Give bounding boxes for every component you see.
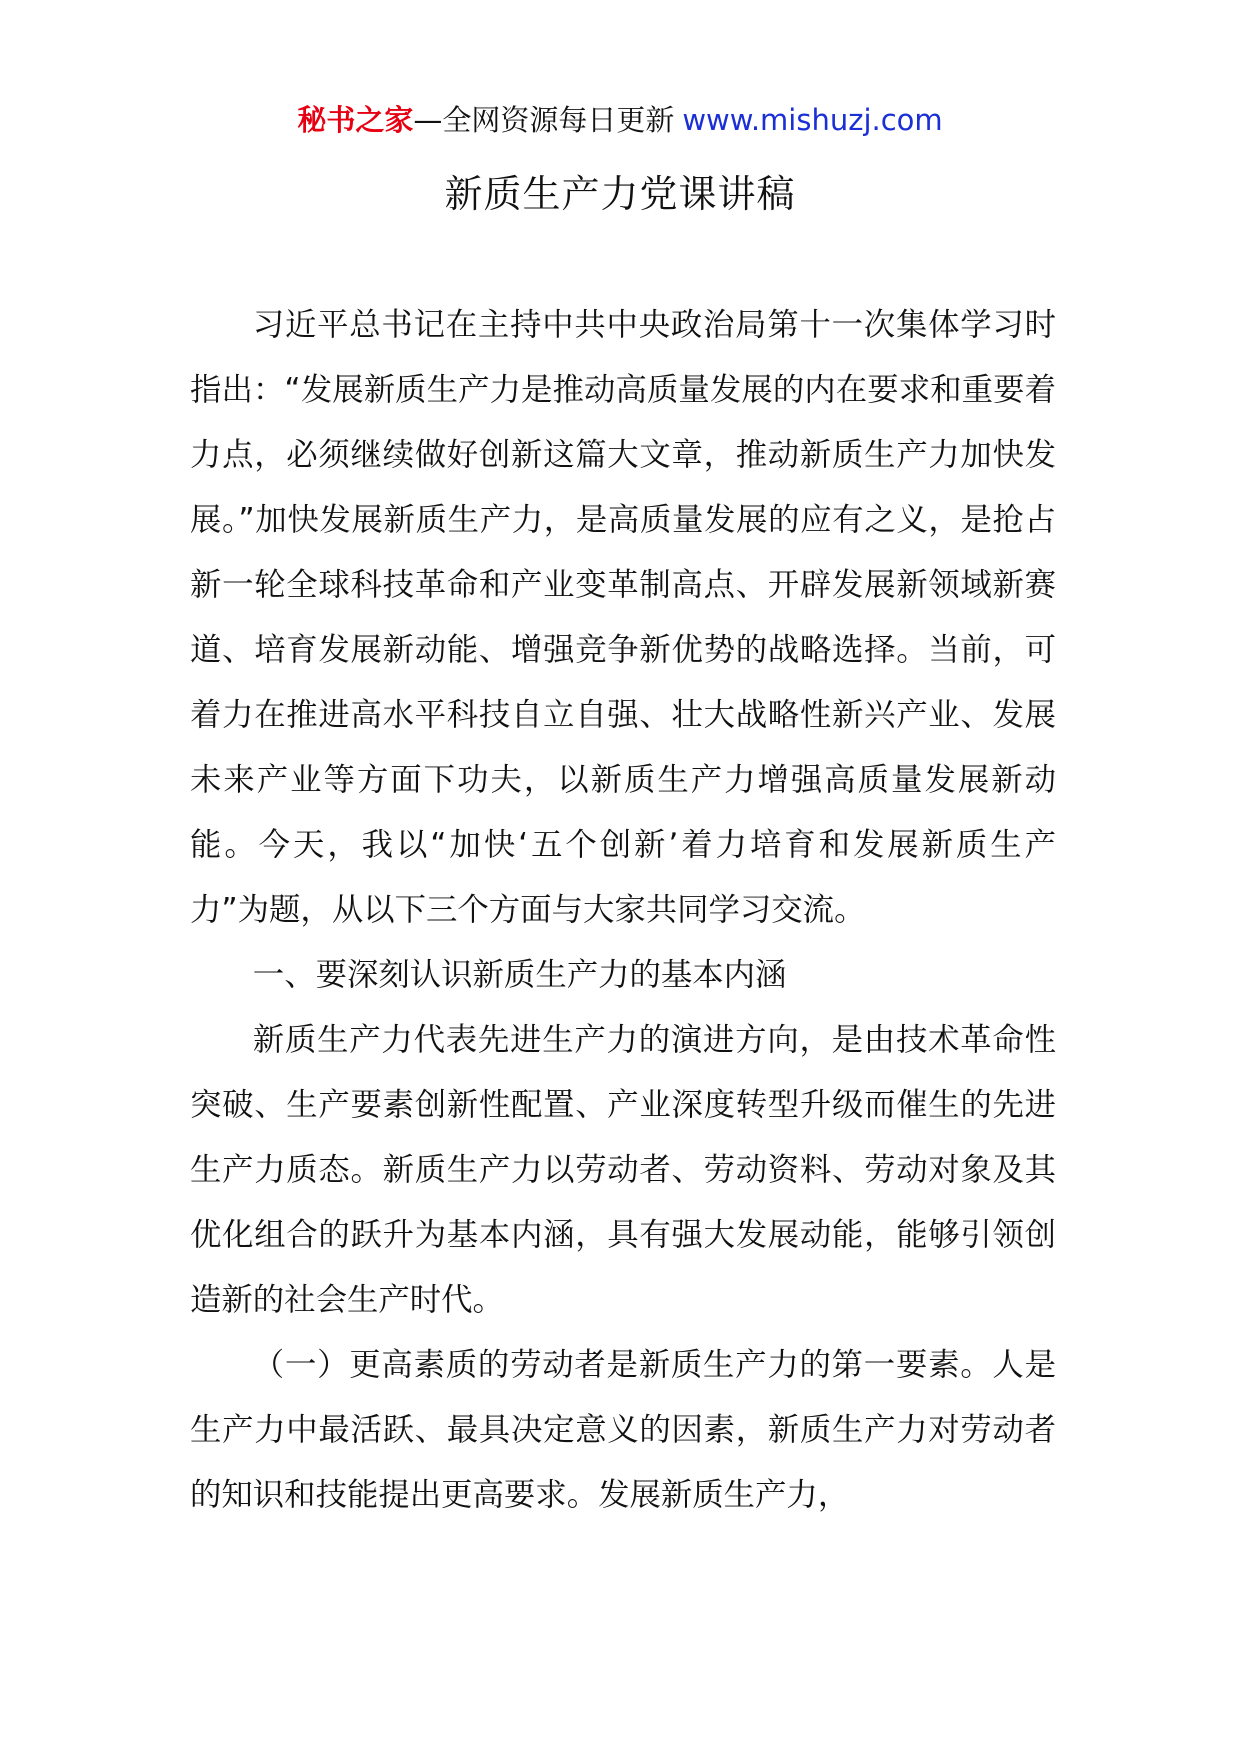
document-title: 新质生产力党课讲稿 — [444, 172, 796, 216]
document-body — [190, 293, 1056, 1528]
brand-name: 秘书之家 — [297, 103, 414, 137]
watermark-header — [0, 98, 1240, 142]
subsection-paragraph: （一）更高素质的劳动者是新质生产力的第一要素。人是生产力中最活跃、最具决定意义的因素，新质生产力对劳动者的知识和技能提出更高要求。发展新质生产力， — [190, 1347, 1056, 1513]
body-paragraph: 新质生产力代表先进生产力的演进方向，是由技术革命性突破、生产要素创新性配置、产业深度转型升级而催生的先进生产力质态。新质生产力以劳动者、劳动资料、劳动对象及其优化组合的跃升为基本内涵，具有强大发展动能，能够引领创造新的社会生产时代。 — [190, 1022, 1056, 1318]
section-heading-1: 一、要深刻认识新质生产力的基本内涵 — [252, 957, 787, 993]
intro-paragraph: 习近平总书记在主持中共中央政治局第十一次集体学习时指出：“发展新质生产力是推动高质量发展的内在要求和重要着力点，必须继续做好创新这篇大文章，推动新质生产力加快发展。”加快发展新质生产力，是高质量发展的应有之义，是抢占新一轮全球科技革命和产业变革制高点、开辟发展新领域新赛道、培育发展新动能、增强竞争新优势的战略选择。当前，可着力在推进高水平科技自立自强、壮大战略性新兴产业、发展未来产业等方面下功夫，以新质生产力增强高质量发展新动能。今天，我以“加快‘五个创新’着力培育和发展新质生产力”为题，从以下三个方面与大家共同学习交流。 — [190, 307, 1056, 928]
site-url-link[interactable]: www.mishuzj.com — [682, 103, 943, 137]
header-tagline: —全网资源每日更新 — [413, 103, 675, 137]
